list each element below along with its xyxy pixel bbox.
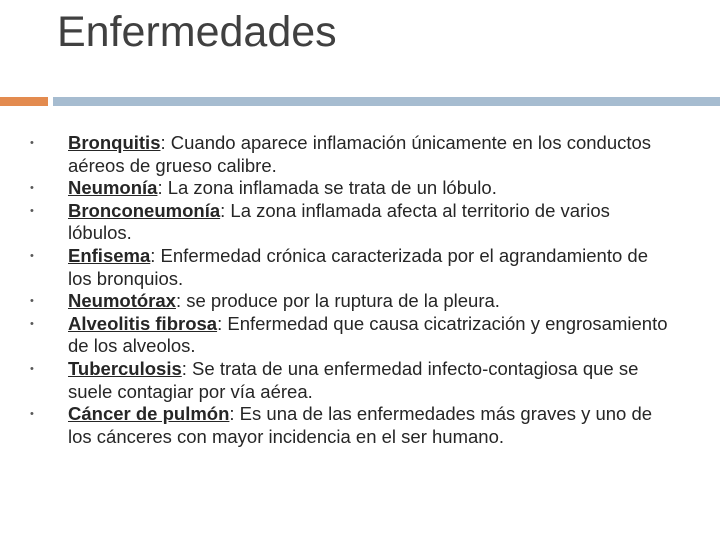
bullet-icon: •: [30, 408, 34, 421]
list-item: [30, 200, 670, 245]
disease-description: : se produce por la ruptura de la pleura.: [175, 290, 500, 312]
list-item: [30, 313, 670, 358]
title-rule: [53, 97, 720, 106]
list-item: [30, 177, 670, 200]
disease-description: : Cuando aparece inflamación únicamente en los conductos aéreos de grueso calibre.: [68, 132, 652, 176]
disease-description: : La zona inflamada afecta al territorio de varios lóbulos.: [68, 199, 610, 244]
disease-term: Neumonía: [68, 177, 158, 199]
bullet-icon: •: [30, 204, 34, 217]
title-accent-block: [0, 97, 48, 106]
disease-description: : La zona inflamada se trata de un lóbulo.: [157, 177, 497, 199]
disease-description: : Enfermedad que causa cicatrización y engrosamiento de los alveolos.: [68, 312, 668, 357]
disease-term: Neumotórax: [68, 290, 176, 312]
list-item: [30, 132, 670, 177]
bullet-icon: •: [30, 362, 34, 375]
disease-term: Bronquitis: [68, 132, 161, 153]
disease-term: Tuberculosis: [68, 357, 182, 379]
bullet-icon: •: [30, 249, 34, 262]
list-item: [30, 290, 670, 313]
disease-term: Alveolitis fibrosa: [68, 312, 218, 334]
list-item: [30, 245, 670, 290]
disease-term: Cáncer de pulmón: [68, 403, 230, 425]
disease-description: : Se trata de una enfermedad infecto-contagiosa que se suele contagiar por vía aérea.: [68, 357, 639, 402]
list-item: [30, 403, 670, 448]
slide-title: Enfermedades: [57, 8, 337, 56]
list-item: [30, 358, 670, 403]
bullet-icon: •: [30, 182, 34, 195]
disease-description: : Enfermedad crónica caracterizada por el agrandamiento de los bronquios.: [68, 244, 648, 289]
bullet-icon: •: [30, 137, 34, 149]
disease-term: Bronconeumonía: [68, 199, 221, 221]
disease-term: Enfisema: [68, 244, 151, 266]
bullet-icon: •: [30, 295, 34, 308]
disease-description: : Es una de las enfermedades más graves y uno de los cánceres con mayor incidencia en el ser humano.: [68, 403, 653, 447]
bullet-list: [30, 132, 670, 448]
bullet-icon: •: [30, 317, 34, 330]
